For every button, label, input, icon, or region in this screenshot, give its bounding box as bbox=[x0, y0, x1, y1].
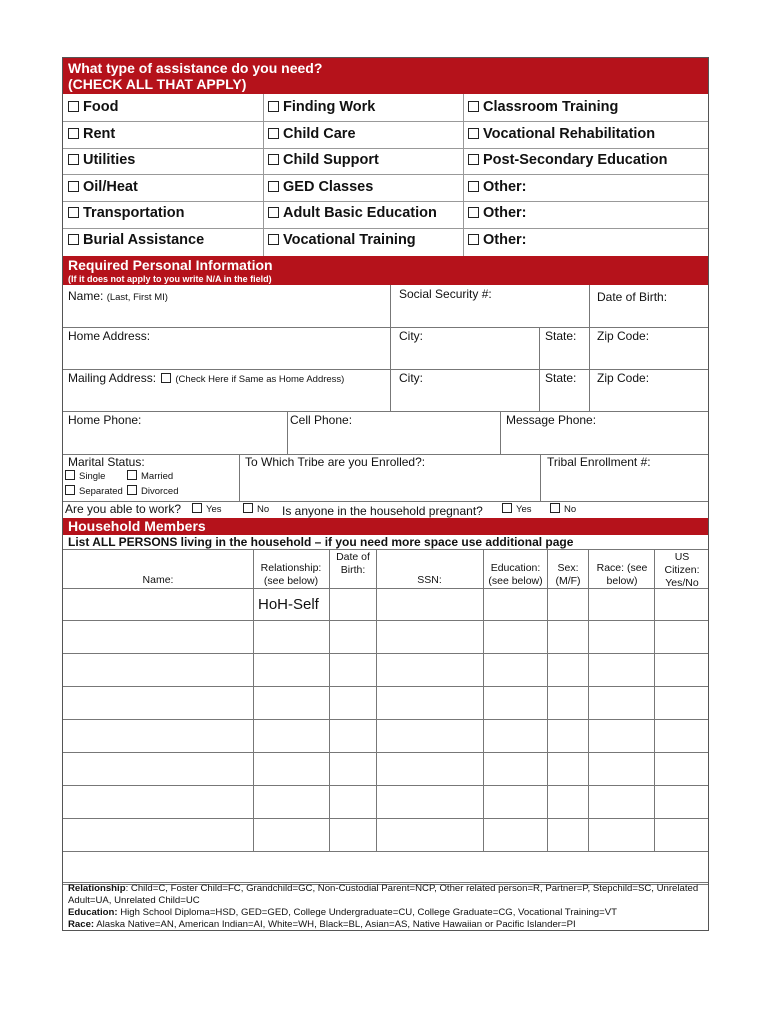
assist-option-col1-3 bbox=[68, 179, 138, 195]
home-state-label: State: bbox=[545, 329, 577, 343]
assist-option-col3-2 bbox=[468, 152, 668, 168]
assist-option-label: Rent bbox=[83, 125, 116, 142]
mail-state-field[interactable] bbox=[542, 386, 586, 409]
tribal-enrollment-label: Tribal Enrollment #: bbox=[547, 455, 651, 469]
marital-status-label: Marital Status: bbox=[68, 455, 145, 469]
col-relationship-header: Relationship: (see below) bbox=[260, 562, 322, 587]
assist-checkbox[interactable] bbox=[268, 234, 279, 245]
tribe-label: To Which Tribe are you Enrolled?: bbox=[245, 455, 426, 469]
assist-option-label: Oil/Heat bbox=[83, 178, 138, 195]
mail-zip-label: Zip Code: bbox=[597, 371, 650, 385]
pregnant-no-option bbox=[550, 503, 576, 515]
work-yes-checkbox[interactable] bbox=[192, 503, 202, 513]
table-row[interactable] bbox=[63, 654, 708, 687]
assist-option-label: Burial Assistance bbox=[83, 231, 205, 248]
home-state-field[interactable] bbox=[542, 343, 586, 367]
legend-relationship bbox=[68, 883, 704, 907]
table-row[interactable] bbox=[63, 588, 708, 621]
same-as-home-checkbox[interactable] bbox=[161, 373, 171, 383]
single-option bbox=[65, 470, 105, 482]
assist-option-col1-1 bbox=[68, 126, 115, 142]
assist-option-col2-2 bbox=[268, 152, 379, 168]
dob-field[interactable] bbox=[593, 305, 705, 325]
assist-option-label: Vocational Training bbox=[283, 231, 416, 248]
assist-option-label: Other: bbox=[483, 231, 527, 248]
work-yes-option bbox=[192, 503, 222, 515]
cell-phone-field[interactable] bbox=[290, 428, 497, 452]
name-field[interactable] bbox=[68, 303, 386, 325]
assist-checkbox[interactable] bbox=[268, 101, 279, 112]
assist-checkbox[interactable] bbox=[468, 128, 479, 139]
message-phone-label: Message Phone: bbox=[506, 413, 597, 427]
assist-option-label: Post-Secondary Education bbox=[483, 152, 668, 168]
assist-option-label: Food bbox=[83, 99, 119, 115]
legend-education-text: High School Diploma=HSD, GED=GED, College Undergraduate=CU, College Graduate=CG, Vocational Training=VT bbox=[117, 907, 617, 918]
assist-option-label: Vocational Rehabilitation bbox=[483, 125, 656, 142]
assist-option-label: Child Care bbox=[283, 125, 356, 142]
assistance-heading-line1: What type of assistance do you need? bbox=[68, 60, 323, 76]
home-city-label: City: bbox=[399, 329, 423, 343]
dob-label: Date of Birth: bbox=[597, 290, 668, 304]
assist-option-label: Adult Basic Education bbox=[283, 205, 437, 221]
home-city-field[interactable] bbox=[393, 343, 536, 367]
legend-relationship-label: Relationship bbox=[68, 883, 126, 894]
assist-option-label: Finding Work bbox=[283, 99, 376, 115]
tribe-field[interactable] bbox=[245, 470, 537, 499]
home-zip-label: Zip Code: bbox=[597, 329, 650, 343]
assist-option-col1-4 bbox=[68, 205, 185, 221]
home-address-label: Home Address: bbox=[68, 329, 151, 343]
personal-info-heading bbox=[63, 256, 708, 274]
assist-option-label: Classroom Training bbox=[483, 99, 619, 115]
pregnant-yes-label: Yes bbox=[516, 504, 532, 515]
assist-checkbox[interactable] bbox=[268, 154, 279, 165]
household-heading bbox=[63, 518, 708, 535]
divorced-label: Divorced bbox=[141, 486, 179, 497]
married-label: Married bbox=[141, 471, 174, 482]
assist-option-col3-4 bbox=[468, 205, 527, 221]
col-name-header: Name: bbox=[142, 574, 174, 586]
separated-checkbox[interactable] bbox=[65, 485, 75, 495]
hoh-self-value: HoH-Self bbox=[258, 596, 319, 613]
cell-phone-label: Cell Phone: bbox=[290, 413, 353, 427]
household-title: Household Members bbox=[68, 518, 206, 534]
col-citizen-header: US Citizen: Yes/No bbox=[664, 551, 700, 589]
home-phone-field[interactable] bbox=[68, 428, 236, 452]
name-label bbox=[68, 289, 168, 303]
pregnant-yes-option bbox=[502, 503, 532, 515]
assist-option-col3-1 bbox=[468, 126, 655, 142]
assist-option-label: Utilities bbox=[83, 152, 136, 168]
assist-option-label: GED Classes bbox=[283, 178, 374, 195]
work-no-checkbox[interactable] bbox=[243, 503, 253, 513]
married-checkbox[interactable] bbox=[127, 470, 137, 480]
assist-checkbox[interactable] bbox=[268, 128, 279, 139]
assist-checkbox[interactable] bbox=[268, 207, 279, 218]
same-as-home-label: (Check Here if Same as Home Address) bbox=[175, 374, 345, 385]
assist-option-col3-5 bbox=[468, 232, 527, 248]
single-label: Single bbox=[79, 471, 106, 482]
assist-checkbox[interactable] bbox=[68, 207, 79, 218]
assist-option-col2-4 bbox=[268, 205, 437, 221]
assist-checkbox[interactable] bbox=[68, 128, 79, 139]
table-row[interactable] bbox=[63, 819, 708, 852]
assist-checkbox[interactable] bbox=[468, 181, 479, 192]
assistance-heading-line2: (CHECK ALL THAT APPLY) bbox=[68, 76, 247, 92]
mailing-address-field[interactable] bbox=[68, 386, 386, 409]
personal-info-title: Required Personal Information bbox=[68, 257, 273, 273]
work-question bbox=[65, 502, 181, 516]
work-question-text: Are you able to work? bbox=[65, 502, 182, 516]
col-education-header: Education: (see below) bbox=[488, 562, 543, 587]
assist-option-col2-5 bbox=[268, 232, 416, 248]
legend-relationship-text: : Child=C, Foster Child=FC, Grandchild=GC, Non-Custodial Parent=NCP, Other related person=R, Partner=P, Stepchild=SC, Unrelated Adult=UA, Unrelated Child=UC bbox=[68, 883, 699, 906]
mailing-address-label bbox=[68, 371, 344, 385]
assist-option-col3-0 bbox=[468, 99, 618, 115]
pregnant-no-label: No bbox=[564, 504, 577, 515]
assist-option-col2-1 bbox=[268, 126, 356, 142]
legend-education-label: Education: bbox=[68, 907, 118, 918]
message-phone-field[interactable] bbox=[504, 428, 705, 452]
col-ssn-header: SSN: bbox=[417, 574, 442, 586]
assist-option-label: Other: bbox=[483, 178, 527, 195]
assistance-form bbox=[62, 57, 709, 931]
mail-city-field[interactable] bbox=[393, 386, 536, 409]
assist-checkbox[interactable] bbox=[68, 234, 79, 245]
table-row[interactable] bbox=[63, 786, 708, 819]
assist-option-label: Other: bbox=[483, 205, 527, 221]
assist-option-label: Child Support bbox=[283, 152, 379, 168]
table-row[interactable] bbox=[63, 753, 708, 786]
pregnant-question: Is anyone in the household pregnant? bbox=[282, 504, 483, 518]
col-race-header: Race: (see below) bbox=[596, 562, 648, 587]
assist-option-label: Transportation bbox=[83, 205, 185, 221]
assist-checkbox[interactable] bbox=[268, 181, 279, 192]
assist-option-col2-3 bbox=[268, 179, 373, 195]
assist-checkbox[interactable] bbox=[68, 154, 79, 165]
assistance-heading bbox=[63, 58, 708, 94]
assist-option-col1-0 bbox=[68, 99, 118, 115]
work-no-label: No bbox=[257, 504, 270, 515]
household-instruction: List ALL PERSONS living in the household – if you need more space use additional page bbox=[68, 535, 574, 549]
table-row[interactable] bbox=[63, 720, 708, 753]
table-row[interactable] bbox=[63, 621, 708, 654]
mail-zip-field[interactable] bbox=[593, 386, 705, 409]
mail-city-label: City: bbox=[399, 371, 423, 385]
col-dob-header: Date of Birth: bbox=[336, 551, 370, 576]
home-address-field[interactable] bbox=[68, 343, 386, 367]
ssn-label: Social Security #: bbox=[399, 287, 492, 301]
single-checkbox[interactable] bbox=[65, 470, 75, 480]
divorced-option bbox=[127, 485, 179, 497]
legend-education bbox=[68, 907, 704, 919]
assist-checkbox[interactable] bbox=[468, 101, 479, 112]
assist-checkbox[interactable] bbox=[68, 181, 79, 192]
legend-race bbox=[68, 919, 704, 931]
personal-info-note: (If it does not apply to you write N/A in the field) bbox=[68, 274, 272, 284]
tribal-enrollment-field[interactable] bbox=[544, 470, 705, 499]
work-no-option bbox=[243, 503, 269, 515]
legend-race-label: Race: bbox=[68, 919, 95, 930]
col-sex-header: Sex: (M/F) bbox=[555, 562, 581, 587]
home-phone-label: Home Phone: bbox=[68, 413, 142, 427]
table-row[interactable] bbox=[63, 687, 708, 720]
pregnant-no-checkbox[interactable] bbox=[550, 503, 560, 513]
legend-race-text: Alaska Native=AN, American Indian=AI, White=WH, Black=BL, Asian=AS, Native Hawaiian or Pacific Islander=PI bbox=[94, 919, 576, 930]
assist-option-col1-5 bbox=[68, 232, 204, 248]
mailing-address-text: Mailing Address: bbox=[68, 371, 157, 385]
married-option bbox=[127, 470, 173, 482]
assist-checkbox[interactable] bbox=[468, 234, 479, 245]
name-hint: (Last, First MI) bbox=[106, 292, 168, 303]
pregnant-yes-checkbox[interactable] bbox=[502, 503, 512, 513]
table-row[interactable] bbox=[63, 852, 708, 885]
separated-label: Separated bbox=[79, 486, 123, 497]
divorced-checkbox[interactable] bbox=[127, 485, 137, 495]
ssn-field[interactable] bbox=[393, 302, 585, 324]
assist-checkbox[interactable] bbox=[68, 101, 79, 112]
separated-option bbox=[65, 485, 123, 497]
mail-state-label: State: bbox=[545, 371, 577, 385]
legend bbox=[68, 883, 704, 931]
home-zip-field[interactable] bbox=[593, 343, 705, 367]
work-yes-label: Yes bbox=[206, 504, 222, 515]
assist-checkbox[interactable] bbox=[468, 154, 479, 165]
assist-option-col2-0 bbox=[268, 99, 375, 115]
assist-option-col1-2 bbox=[68, 152, 135, 168]
assist-option-col3-3 bbox=[468, 179, 527, 195]
personal-info-subheading bbox=[63, 274, 708, 285]
assist-checkbox[interactable] bbox=[468, 207, 479, 218]
name-label-text: Name: bbox=[68, 289, 104, 303]
